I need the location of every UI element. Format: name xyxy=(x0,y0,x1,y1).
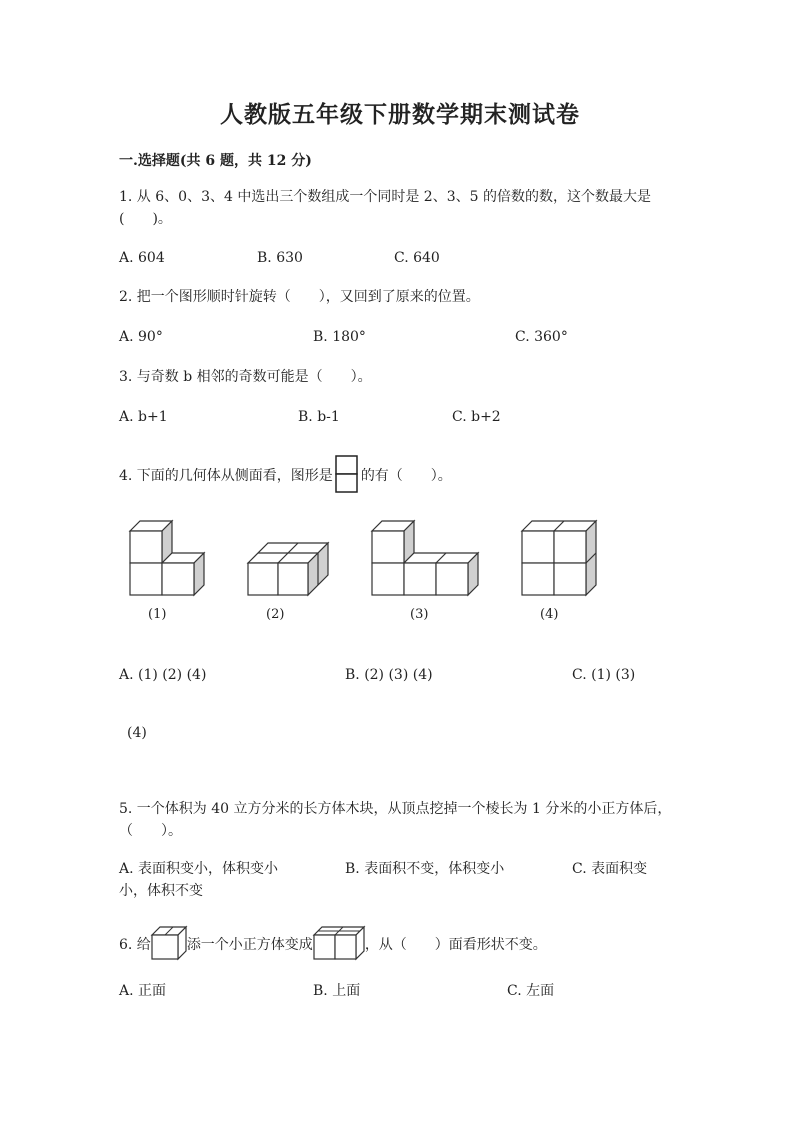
section-heading: 一.选择题(共 6 题，共 12 分) xyxy=(119,153,312,169)
figure-2 xyxy=(246,515,336,605)
q4-option-a[interactable]: A. (1) (2) (4) xyxy=(119,667,207,683)
q1-option-c[interactable]: C. 640 xyxy=(394,250,440,266)
q6-option-c[interactable]: C. 左面 xyxy=(507,983,555,999)
q5-option-a[interactable]: A. 表面积变小，体积变小 xyxy=(119,861,279,877)
figure-2-label: (2) xyxy=(266,607,285,622)
question-4 xyxy=(119,454,689,494)
q5-option-c-continued: 小，体积不变 xyxy=(119,883,203,899)
figure-4 xyxy=(520,515,610,605)
q2-option-b[interactable]: B. 180° xyxy=(313,329,366,345)
q5-option-c[interactable]: C. 表面积变 xyxy=(572,861,648,877)
q6-text-c: ，从（ ）面看形状不变。 xyxy=(364,937,547,953)
q2-option-a[interactable]: A. 90° xyxy=(119,329,163,345)
three-cubes-icon xyxy=(313,923,365,961)
q6-option-a[interactable]: A. 正面 xyxy=(119,983,167,999)
q4-option-c[interactable]: C. (1) (3) xyxy=(572,667,636,683)
figure-1 xyxy=(128,515,218,605)
figure-1-label: (1) xyxy=(148,607,167,622)
two-stacked-squares-icon xyxy=(334,454,360,494)
question-6 xyxy=(119,923,739,961)
q6-shape-before xyxy=(151,923,187,961)
q1-option-a[interactable]: A. 604 xyxy=(119,250,165,266)
q6-text-b: 添一个小正方体变成 xyxy=(186,937,313,953)
question-3: 3. 与奇数 b 相邻的奇数可能是（ ）。 xyxy=(119,369,372,385)
figure-3-label: (3) xyxy=(410,607,429,622)
q5-option-b[interactable]: B. 表面积不变，体积变小 xyxy=(345,861,505,877)
q4-option-c-continued: (4) xyxy=(127,725,147,741)
q4-text-after: 的有（ ）。 xyxy=(360,468,452,484)
q2-option-c[interactable]: C. 360° xyxy=(515,329,568,345)
page-title: 人教版五年级下册数学期末测试卷 xyxy=(220,101,580,128)
question-2: 2. 把一个图形顺时针旋转（ ），又回到了原来的位置。 xyxy=(119,289,480,305)
figure-3 xyxy=(370,515,490,605)
two-cubes-icon xyxy=(151,923,187,961)
side-view-figure xyxy=(334,454,360,494)
question-1: 1. 从 6、0、3、4 中选出三个数组成一个同时是 2、3、5 的倍数的数，这个数最大是( )。 xyxy=(119,189,651,227)
q4-text-before: 4. 下面的几何体从侧面看，图形是 xyxy=(119,468,333,484)
q1-option-b[interactable]: B. 630 xyxy=(257,250,303,266)
q3-option-b[interactable]: B. b-1 xyxy=(298,409,340,425)
figure-4-label: (4) xyxy=(540,607,559,622)
question-5: 5. 一个体积为 40 立方分米的长方体木块，从顶点挖掉一个棱长为 1 分米的小正方体后，（ ）。 xyxy=(119,801,672,839)
q6-text-a: 6. 给 xyxy=(119,937,151,953)
q4-option-b[interactable]: B. (2) (3) (4) xyxy=(345,667,433,683)
q3-option-a[interactable]: A. b+1 xyxy=(119,409,168,425)
q6-option-b[interactable]: B. 上面 xyxy=(313,983,361,999)
q6-shape-after xyxy=(313,923,365,961)
q3-option-c[interactable]: C. b+2 xyxy=(452,409,501,425)
